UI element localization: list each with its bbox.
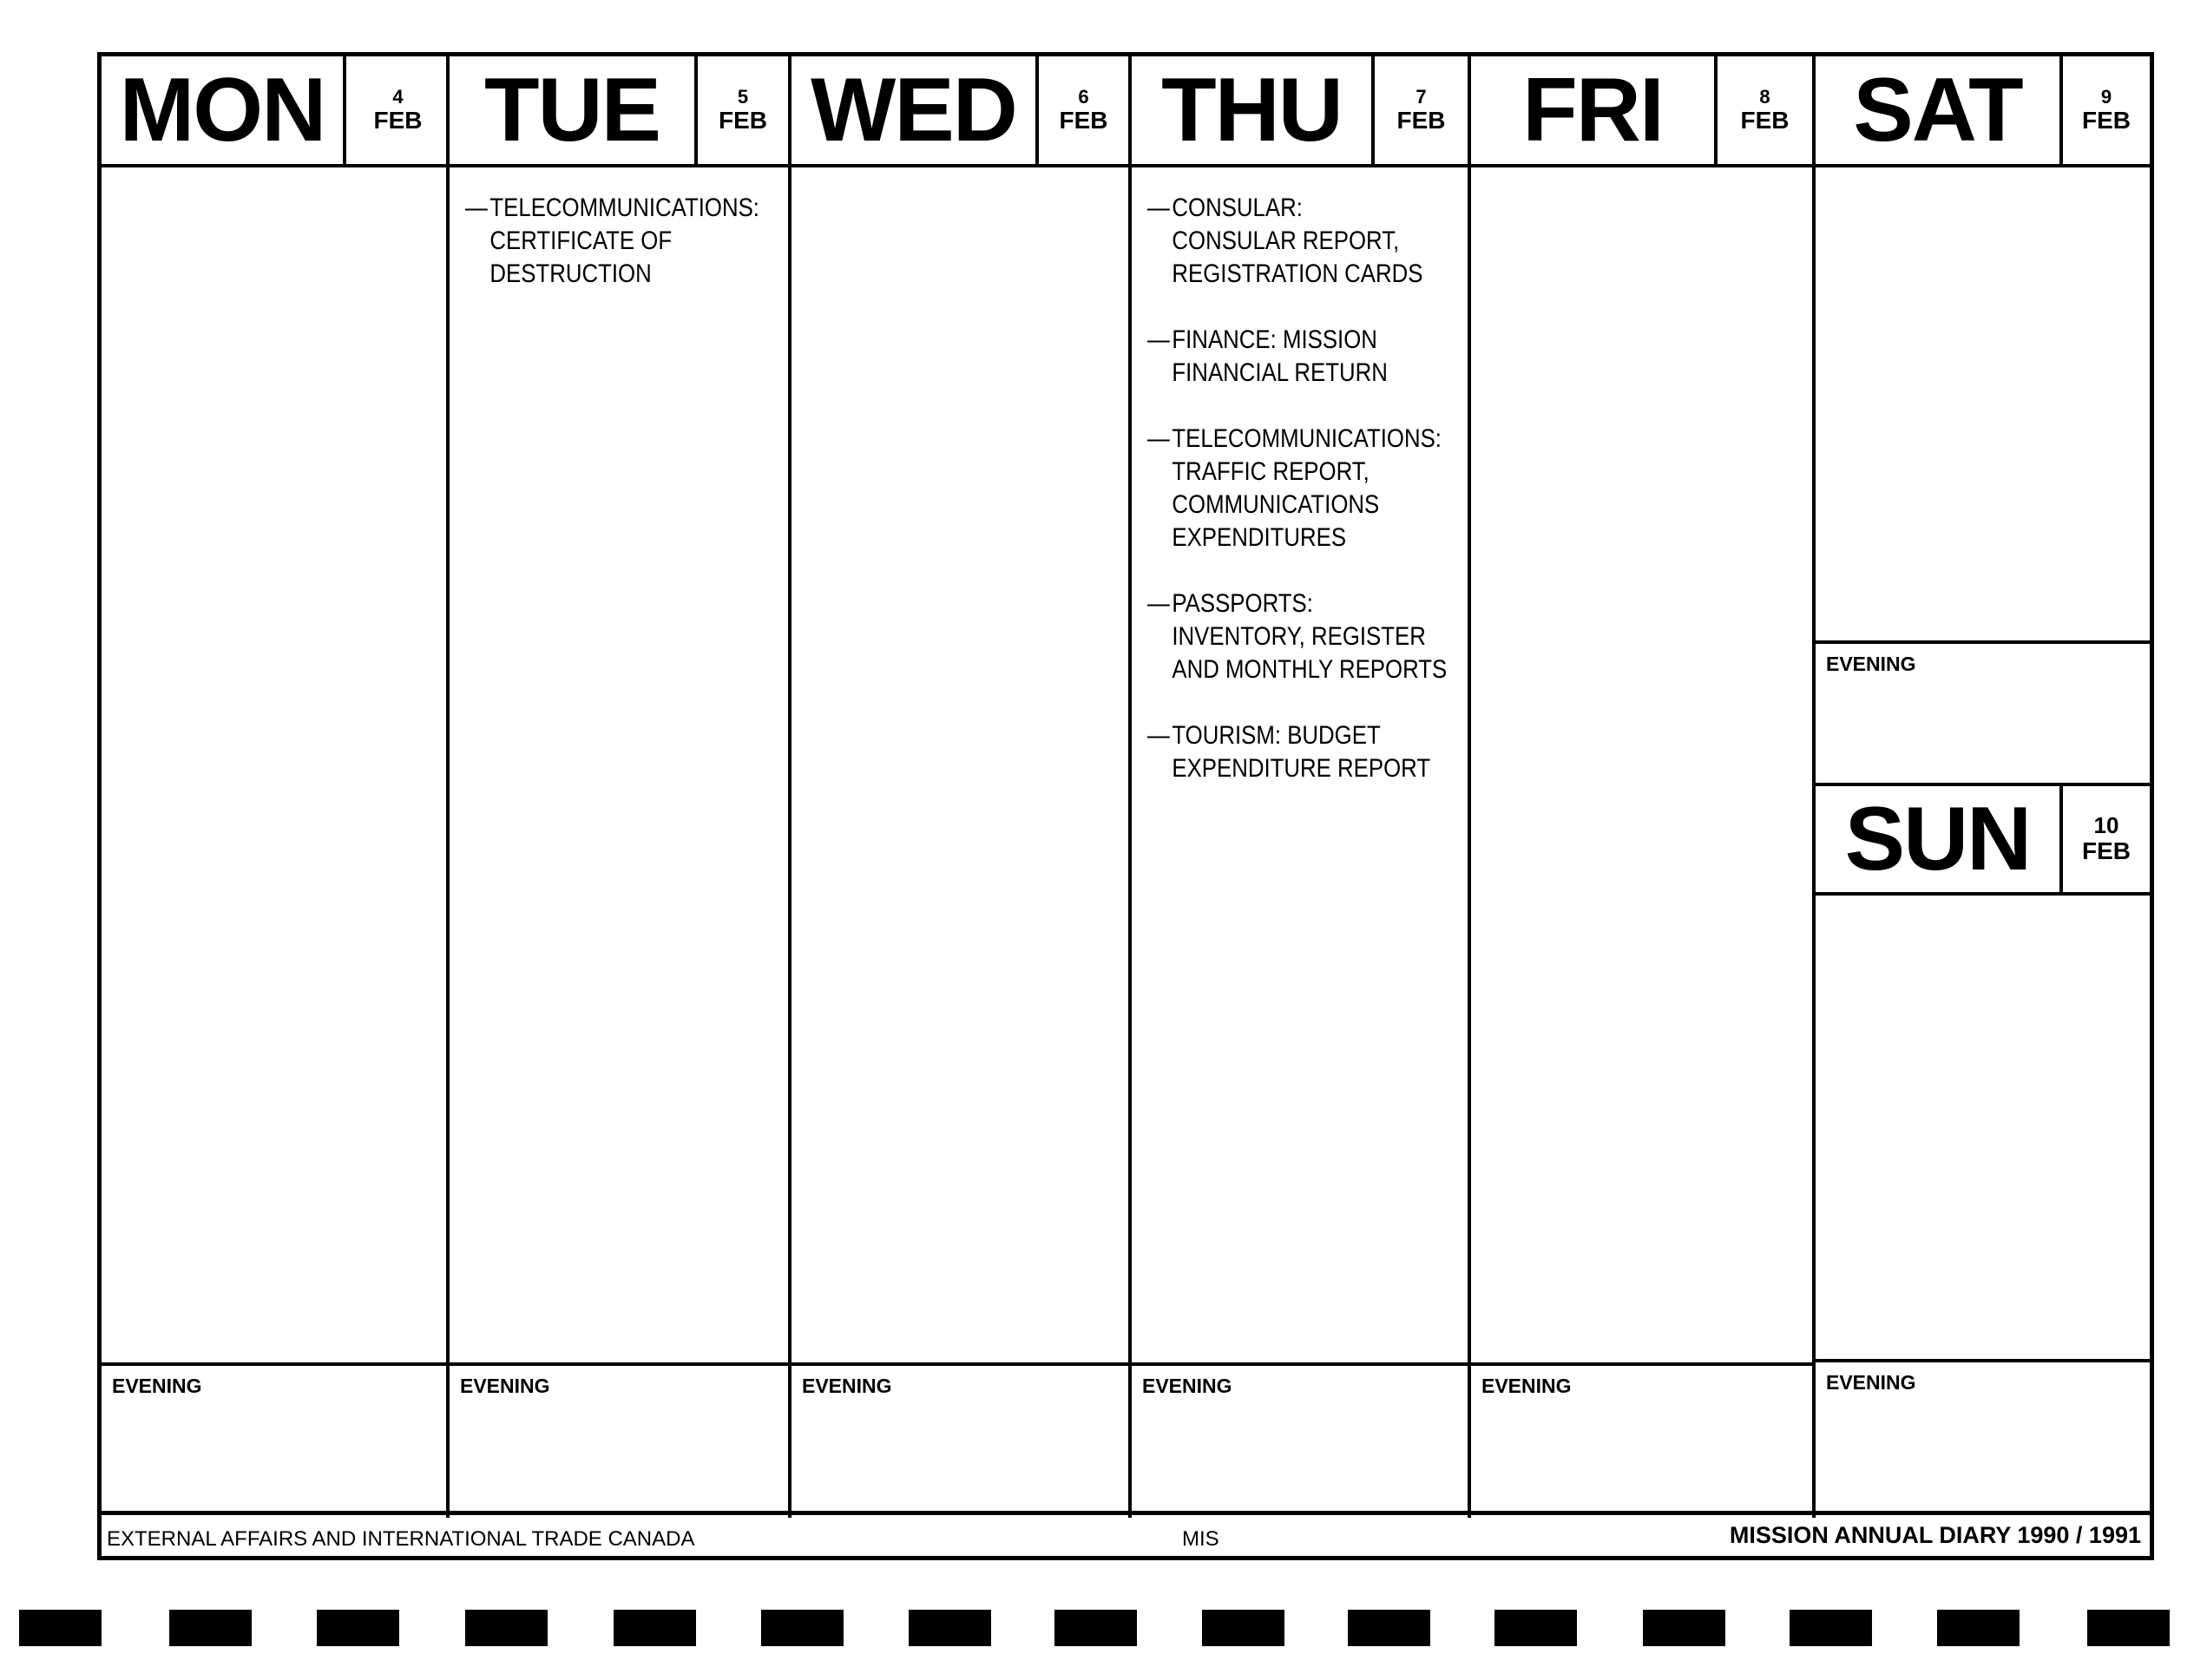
evening-label: EVENING [1142,1375,1232,1397]
day-notes-area[interactable] [102,167,446,1414]
page-footer [102,1511,2150,1556]
day-header-sun [1816,783,2150,896]
binding-hole [1202,1610,1284,1646]
binding-hole [1937,1610,2020,1646]
footer-diary-title: MISSION ANNUAL DIARY 1990 / 1991 [1729,1522,2141,1548]
date-number: 5 [737,85,749,108]
evening-label: EVENING [1826,653,1916,675]
date-box [350,56,446,164]
date-box [2063,786,2150,892]
date-month: FEB [2082,106,2131,134]
date-month: FEB [2082,837,2131,864]
day-name: TUE [450,56,698,164]
binding-hole [317,1610,399,1646]
date-month: FEB [719,106,767,134]
day-column-mon [102,56,446,1518]
date-box [1718,56,1812,164]
day-column-tue [446,56,788,1518]
list-item: — FINANCE: MISSION FINANCIAL RETURN [1147,324,1487,390]
date-number: 8 [1759,85,1770,108]
list-item: — TELECOMMUNICATIONS: TRAFFIC REPORT, COMMUNICATIONS EXPENDITURES [1147,423,1487,555]
list-item: — CONSULAR: CONSULAR REPORT, REGISTRATION CARDS [1147,192,1487,291]
date-month: FEB [1059,106,1108,134]
date-number: 7 [1416,85,1427,108]
day-header [791,56,1128,167]
day-notes-area[interactable] [1132,167,1468,1414]
date-month: FEB [373,106,423,134]
binding-hole [19,1610,102,1646]
date-number: 10 [2093,812,2119,839]
day-notes-area-sun[interactable] [1816,896,2150,1359]
day-name: THU [1132,56,1375,164]
day-notes-area[interactable] [791,167,1128,1414]
binding-hole [169,1610,252,1646]
day-header [1471,56,1812,167]
binding-hole [761,1610,844,1646]
day-column-weekend [1812,56,2150,1518]
day-header [450,56,788,167]
evening-label: EVENING [460,1375,550,1397]
binding-hole [1790,1610,1872,1646]
day-notes-area-sat[interactable] [1816,167,2150,528]
footer-code: MIS [1182,1527,1219,1551]
date-box [2063,56,2150,164]
evening-section-sun[interactable] [1816,1359,2150,1518]
day-notes-area[interactable] [1471,167,1812,1414]
day-name: WED [791,56,1039,164]
day-notes-area[interactable] [450,167,788,1414]
binding-hole [1054,1610,1137,1646]
evening-section[interactable] [102,1362,446,1518]
date-number: 9 [2100,85,2112,108]
binding-hole [909,1610,991,1646]
evening-section-sat[interactable] [1816,640,2150,783]
evening-section[interactable] [450,1362,788,1518]
entry-list [465,192,783,324]
day-header [102,56,446,167]
date-box [1039,56,1128,164]
day-name: SAT [1816,56,2063,164]
binding-hole [465,1610,548,1646]
evening-label: EVENING [802,1375,892,1397]
evening-section[interactable] [1132,1362,1468,1518]
list-item: — PASSPORTS: INVENTORY, REGISTER AND MONTHLY REPORTS [1147,587,1487,686]
day-name: MON [102,56,346,164]
binding-hole [1494,1610,1577,1646]
date-box [1375,56,1468,164]
footer-organization: EXTERNAL AFFAIRS AND INTERNATIONAL TRADE CANADA [107,1527,695,1551]
day-name: FRI [1471,56,1718,164]
date-number: 6 [1078,85,1089,108]
entry-list [1147,192,1462,818]
binding-hole [614,1610,696,1646]
evening-section[interactable] [791,1362,1128,1518]
binding-hole [1643,1610,1725,1646]
evening-label: EVENING [1826,1371,1916,1394]
evening-section[interactable] [1471,1362,1812,1518]
list-item: — TOURISM: BUDGET EXPENDITURE REPORT [1147,719,1487,785]
day-column-thu [1128,56,1468,1518]
date-number: 4 [392,85,404,108]
diary-page [97,52,2154,1560]
day-header [1132,56,1468,167]
day-column-wed [788,56,1128,1518]
day-header-sat [1816,56,2150,167]
evening-label: EVENING [1481,1375,1572,1397]
binding-hole [1348,1610,1430,1646]
evening-label: EVENING [112,1375,202,1397]
list-item: — TELECOMMUNICATIONS: CERTIFICATE OF DESTRUCTION [465,192,806,291]
date-box [698,56,788,164]
day-name: SUN [1816,786,2063,892]
day-column-fri [1468,56,1812,1518]
date-month: FEB [1740,106,1790,134]
binding-hole [2087,1610,2170,1646]
date-month: FEB [1396,106,1446,134]
